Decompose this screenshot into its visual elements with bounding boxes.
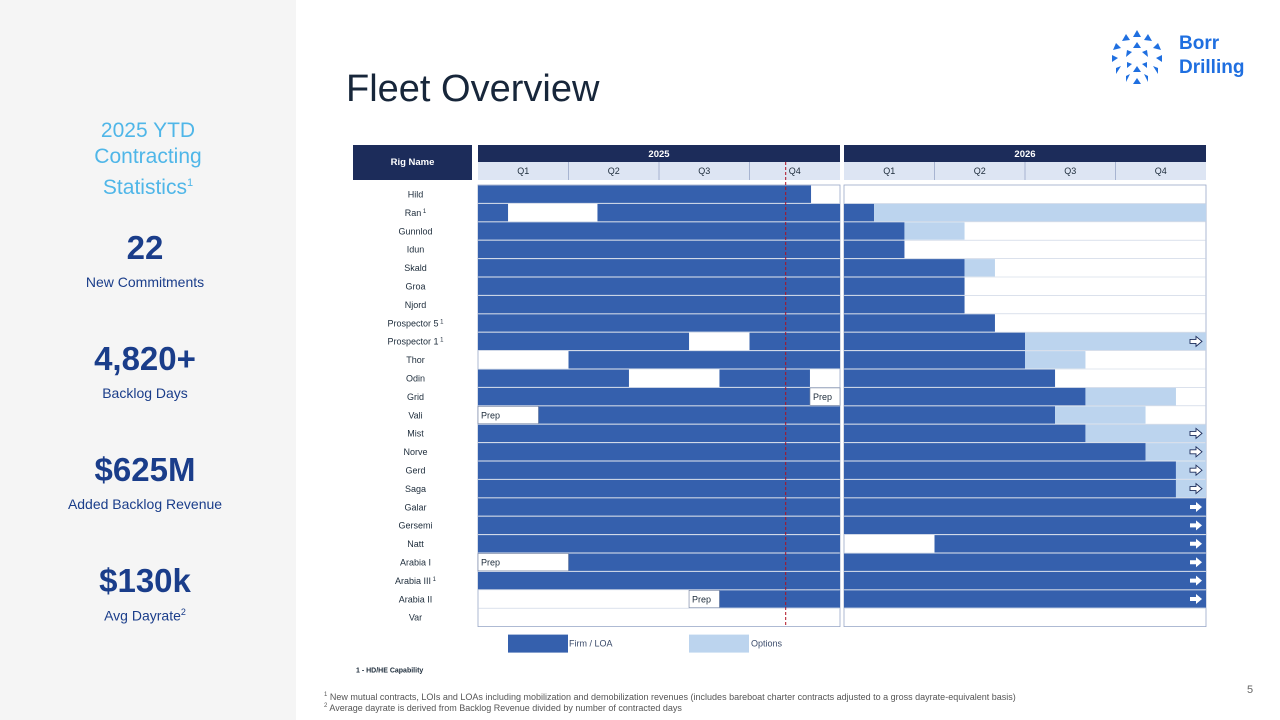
firm-contract-bar: [844, 204, 874, 221]
stat-footnote-mark: 2: [180, 607, 186, 617]
firm-contract-bar: [844, 370, 1055, 387]
stat-label: [0, 607, 290, 624]
rig-name: Saga: [404, 483, 427, 494]
option-bar: [1025, 351, 1085, 368]
firm-contract-bar: [844, 480, 1176, 497]
rig-name-footnote-mark: 1: [438, 337, 444, 344]
rig-name-footnote-mark: 1: [421, 208, 427, 215]
legend-label-option: Options: [751, 638, 783, 649]
rig-name: Prospector 5 $^1$: [387, 318, 444, 329]
firm-contract-bar: [844, 351, 1025, 368]
stat-label-text: Avg Dayrate: [104, 607, 181, 624]
footnote-text: New mutual contracts, LOIs and LOAs including mobilization and demobilization revenues (includes bareboat charter contracts adjusted to a gross dayrate-equivalent basis): [329, 692, 1016, 702]
rig-name: Skald: [404, 263, 427, 274]
quarter-label: Q2: [973, 166, 986, 176]
stat-backlog-days: [0, 339, 290, 401]
option-bar: [1085, 425, 1206, 442]
fleet-contract-chart: [350, 140, 1210, 675]
stat-value: 22: [126, 229, 164, 266]
firm-contract-bar: [538, 406, 840, 423]
footnote-1: [324, 692, 1016, 702]
stat-added-backlog-revenue: [0, 450, 290, 512]
rig-name: Groa: [405, 281, 426, 292]
stat-avg-dayrate: [0, 561, 290, 624]
firm-contract-bar: [478, 388, 810, 405]
option-bar: [904, 222, 964, 239]
prep-label: Prep: [812, 391, 832, 402]
firm-contract-bar: [844, 222, 904, 239]
logo-mark-icon: [1108, 28, 1166, 86]
firm-contract-bar: [844, 462, 1176, 479]
page-title: Fleet Overview: [346, 68, 600, 110]
firm-contract-bar: [844, 517, 1206, 534]
stat-label: New Commitments: [85, 274, 205, 290]
rig-name: Thor: [406, 355, 425, 366]
rig-name: Njord: [404, 299, 427, 310]
rig-name: Hild: [407, 189, 424, 200]
firm-contract-bar: [844, 278, 965, 295]
rig-name-header-label: Rig Name: [390, 157, 435, 168]
prep-label: Prep: [481, 410, 501, 421]
footnote-text: Average dayrate is derived from Backlog Revenue divided by number of contracted days: [329, 703, 682, 713]
firm-contract-bar: [844, 296, 965, 313]
firm-contract-bar: [478, 370, 629, 387]
stat-value: $625M: [94, 451, 196, 488]
quarter-label: Q1: [517, 166, 530, 176]
stat-label: Backlog Days: [102, 385, 188, 401]
firm-contract-bar: [844, 333, 1025, 350]
firm-contract-bar: [478, 204, 508, 221]
year-label: 2025: [648, 149, 670, 160]
stat-new-commitments: [0, 228, 290, 290]
firm-contract-bar: [844, 443, 1146, 460]
rig-name: Natt: [407, 539, 424, 550]
stats-title-line: [0, 170, 296, 201]
stats-title-line: Contracting: [94, 145, 202, 168]
rig-name: Gerd: [405, 465, 426, 476]
footnote-mark: 1: [324, 692, 328, 698]
firm-contract-bar: [478, 333, 689, 350]
rig-name: Grid: [406, 391, 425, 402]
firm-contract-bar: [844, 241, 904, 258]
firm-contract-bar: [844, 314, 995, 331]
firm-contract-bar: [478, 186, 811, 203]
rig-name: Galar: [404, 502, 427, 513]
logo-wordmark: [1179, 32, 1244, 80]
quarter-label: Q3: [1064, 166, 1077, 176]
logo-word-2: Drilling: [1179, 57, 1245, 78]
rig-name: Gersemi: [398, 520, 433, 531]
rig-name: Gunnlod: [398, 226, 433, 237]
stat-value: 4,820+: [94, 340, 196, 377]
stats-title-footnote-mark: 1: [186, 177, 194, 189]
rig-name: Arabia I: [399, 557, 432, 568]
option-bar: [1055, 406, 1146, 423]
firm-contract-bar: [719, 590, 840, 607]
firm-contract-bar: [844, 388, 1085, 405]
rig-name: Vali: [408, 410, 423, 421]
stats-title-line: 2025 YTD: [100, 119, 196, 142]
stats-panel: [0, 0, 296, 720]
firm-contract-bar: [844, 590, 1206, 607]
quarter-label: Q3: [698, 166, 711, 176]
firm-contract-bar: [597, 204, 840, 221]
rig-name: Prospector 1 $^1$: [387, 336, 444, 347]
option-bar: [1085, 388, 1176, 405]
quarter-label: Q2: [607, 166, 620, 176]
firm-contract-bar: [844, 425, 1085, 442]
firm-contract-bar: [569, 554, 841, 571]
rig-name-footnote-mark: 1: [438, 319, 444, 326]
legend-label-firm: Firm / LOA: [569, 638, 613, 649]
rig-name: Arabia II: [398, 594, 433, 605]
rig-name: Arabia III $^1$: [394, 575, 437, 586]
firm-contract-bar: [844, 259, 965, 276]
firm-contract-bar: [750, 333, 841, 350]
prep-label: Prep: [692, 594, 712, 605]
option-bar: [874, 204, 1206, 221]
firm-contract-bar: [844, 406, 1055, 423]
legend-swatch-option: [689, 635, 749, 653]
stats-title: [0, 118, 296, 201]
company-logo: [1108, 28, 1258, 86]
stat-value: $130k: [99, 562, 191, 599]
firm-contract-bar: [844, 572, 1206, 589]
rig-name: Norve: [403, 447, 428, 458]
firm-contract-bar: [719, 370, 810, 387]
logo-word-1: Borr: [1179, 33, 1220, 54]
option-bar: [965, 259, 995, 276]
firm-contract-bar: [844, 554, 1206, 571]
firm-contract-bar: [844, 498, 1206, 515]
rig-name: Idun: [406, 244, 425, 255]
fleet-gantt-chart: [350, 140, 1210, 675]
quarter-label: Q4: [788, 166, 801, 176]
year-label: 2026: [1014, 149, 1036, 160]
legend-swatch-firm: [508, 635, 568, 653]
stat-label: Added Backlog Revenue: [67, 496, 223, 512]
quarter-label: Q1: [883, 166, 896, 176]
stats-title-line-text: Statistics: [102, 176, 187, 199]
footnote-2: [324, 703, 682, 713]
option-bar: [1025, 333, 1206, 350]
capability-note: 1 - HD/HE Capability: [356, 667, 424, 675]
firm-contract-bar: [935, 535, 1207, 552]
footnote-mark: 2: [324, 703, 328, 709]
rig-name-footnote-mark: 1: [431, 576, 437, 583]
rig-name: Mist: [407, 428, 424, 439]
rig-name: Ran $^1$: [404, 207, 427, 218]
prep-label: Prep: [481, 557, 501, 568]
rig-name: Var: [408, 612, 423, 623]
quarter-label: Q4: [1154, 166, 1167, 176]
rig-name: Odin: [405, 373, 426, 384]
firm-contract-bar: [569, 351, 841, 368]
page-number: 5: [1247, 684, 1254, 696]
